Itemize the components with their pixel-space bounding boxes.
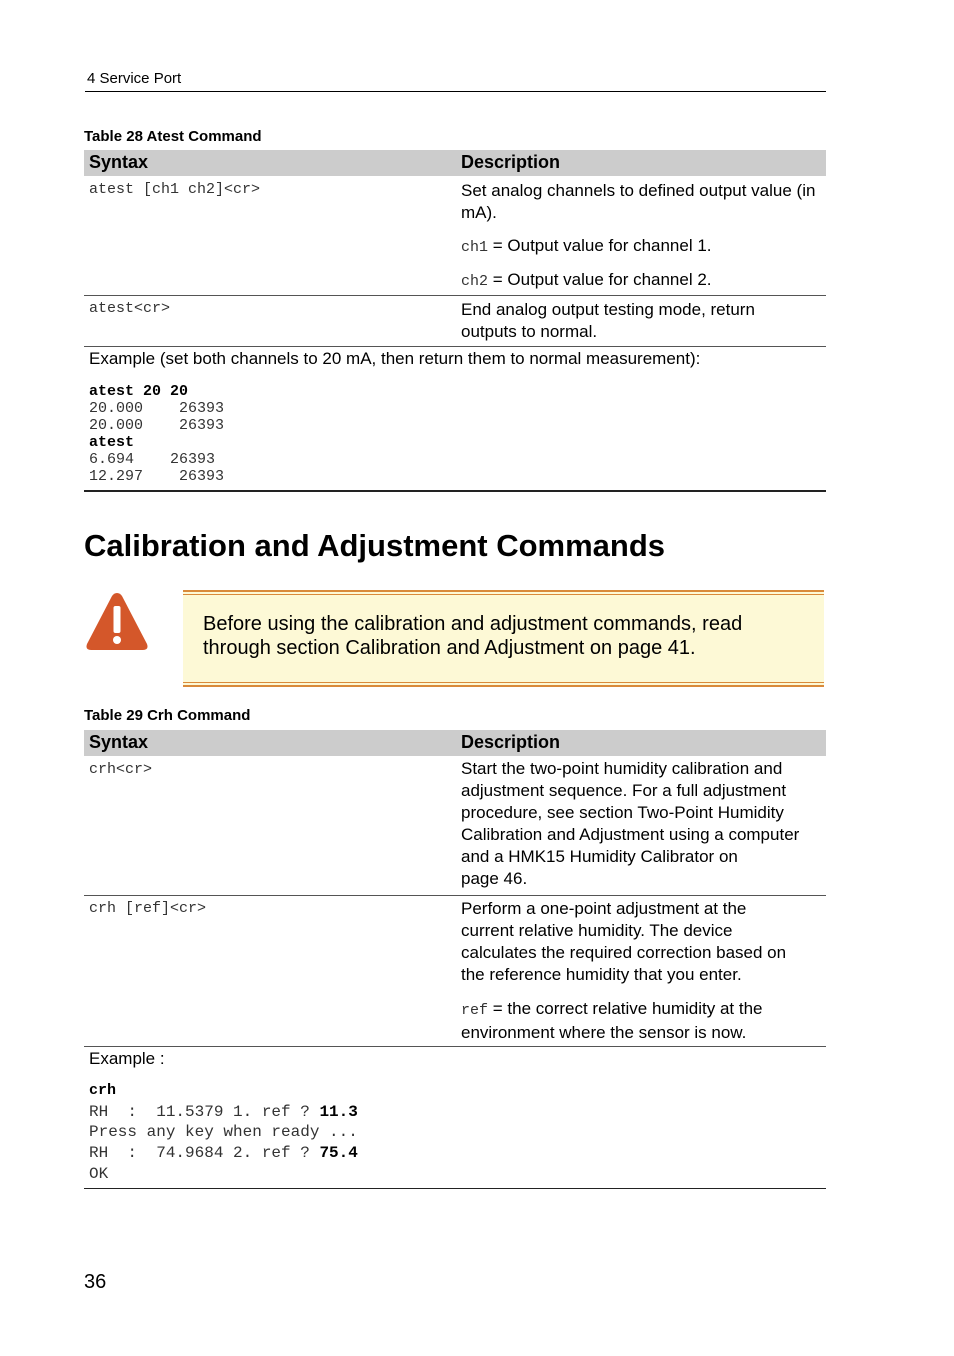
example-line: Press any key when ready ... [89, 1123, 358, 1142]
desc-line: and a HMK15 Humidity Calibrator on [461, 847, 738, 866]
table28-row1-param2 [461, 269, 712, 293]
param-ch2-code: ch2 [461, 273, 489, 290]
header-rule [85, 91, 826, 92]
example-ref-value: 11.3 [319, 1102, 358, 1121]
param-ref-text-2: environment where the sensor is now. [461, 1023, 747, 1042]
desc-line: current relative humidity. The device [461, 921, 733, 940]
desc-line: procedure, see section Two-Point Humidity [461, 803, 784, 822]
table29-col-syntax: Syntax [89, 732, 149, 752]
table28-example-code [89, 383, 224, 485]
param-ref-code: ref [461, 1002, 489, 1019]
table29-row2-param [461, 998, 763, 1044]
table29-row1-desc [461, 758, 799, 890]
example-line: crh [89, 1082, 117, 1099]
table29-col-description: Description [461, 732, 561, 752]
running-header: 4 Service Port [87, 70, 182, 87]
table28-row-divider-1 [84, 295, 826, 296]
table29-row2-syntax: crh [ref]<cr> [89, 900, 207, 917]
desc-line: Start the two-point humidity calibration and [461, 759, 783, 778]
param-ch2-text: = Output value for channel 2. [488, 270, 712, 289]
note-bottom-rule [183, 682, 824, 687]
table28-row1-syntax: atest [ch1 ch2]<cr> [89, 181, 261, 198]
table28-row2-desc: End analog output testing mode, return outputs to normal. [461, 300, 755, 341]
example-line: 12.297 26393 [89, 468, 225, 485]
param-ref-text: = the correct relative humidity at the [488, 999, 763, 1018]
table28-col-description: Description [461, 152, 561, 172]
table28-caption: Table 28 Atest Command [84, 128, 262, 145]
note-text: Before using the calibration and adjustment commands, read through section Calibration and Adjustment on page 41. [203, 613, 743, 659]
example-line: OK [89, 1164, 109, 1183]
table28-row2-syntax: atest<cr> [89, 300, 171, 317]
table29-caption: Table 29 Crh Command [84, 707, 251, 724]
table29-row-divider-2 [84, 1046, 826, 1047]
desc-line: Calibration and Adjustment using a computer [461, 825, 800, 844]
desc-line: page 46. [461, 869, 528, 888]
table28-row-divider-2 [84, 346, 826, 347]
table29-row2-desc [461, 898, 786, 986]
desc-line: adjustment sequence. For a full adjustment [461, 781, 787, 800]
table29-example-code [89, 1081, 358, 1185]
table28-bottom-rule [84, 490, 826, 492]
example-line: 6.694 26393 [89, 451, 216, 468]
table29-row1-syntax: crh<cr> [89, 761, 153, 778]
table29-example-label: Example : [89, 1049, 165, 1068]
table28-header [84, 150, 826, 176]
section-title: Calibration and Adjustment Commands [84, 528, 666, 563]
desc-line: calculates the required correction based on [461, 943, 787, 962]
table29-header [84, 730, 826, 756]
note-top-rule [183, 590, 824, 595]
example-line: 20.000 26393 [89, 417, 225, 434]
example-ref-value: 75.4 [319, 1144, 358, 1163]
example-line: 20.000 26393 [89, 400, 225, 417]
page-number: 36 [84, 1271, 107, 1293]
table28-row1-desc: Set analog channels to defined output value (in mA). [461, 181, 816, 222]
desc-line: Perform a one-point adjustment at the [461, 899, 747, 918]
param-ch1-code: ch1 [461, 239, 489, 256]
example-line: RH : 74.9684 2. ref ? 75.4 [89, 1144, 358, 1163]
table29-row-divider-1 [84, 895, 826, 896]
example-line: RH : 11.5379 1. ref ? 11.3 [89, 1102, 358, 1121]
example-line: atest [89, 434, 135, 451]
warning-triangle-icon [84, 590, 150, 652]
desc-line: the reference humidity that you enter. [461, 965, 742, 984]
table28-example-label: Example (set both channels to 20 mA, then return them to normal measurement): [89, 349, 701, 368]
table28-col-syntax: Syntax [89, 152, 149, 172]
table29-bottom-rule [84, 1188, 826, 1189]
example-line: atest 20 20 [89, 383, 189, 400]
table28-row1-param1 [461, 235, 712, 259]
param-ch1-text: = Output value for channel 1. [488, 236, 712, 255]
